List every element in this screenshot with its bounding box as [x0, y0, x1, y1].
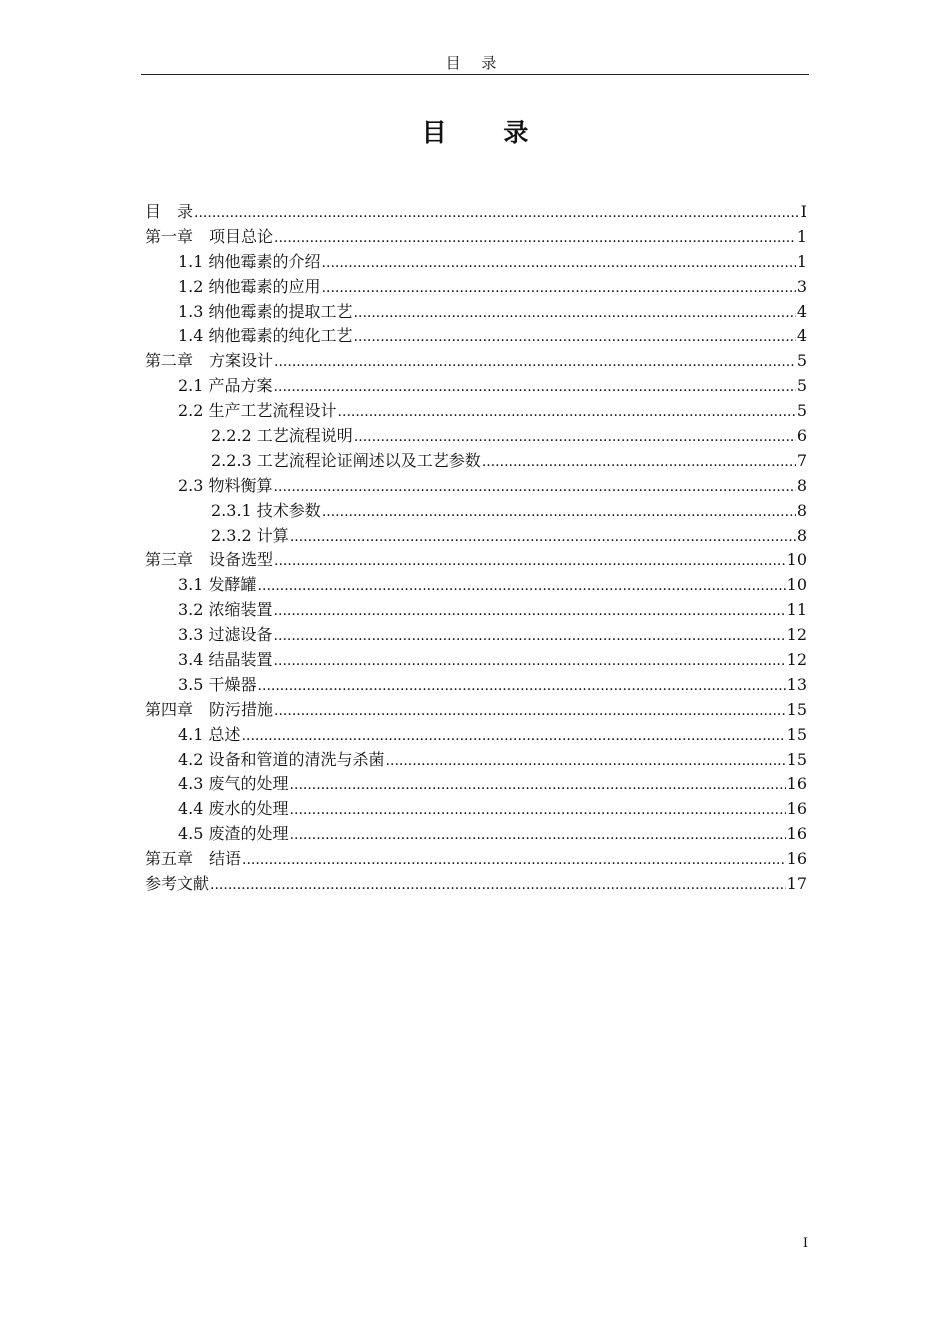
toc-entry-page: 1: [796, 226, 807, 246]
toc-entry-page: 6: [796, 426, 807, 446]
toc-leader-dots: [274, 375, 796, 400]
toc-entry-page: 16: [786, 824, 807, 844]
toc-entry[interactable]: [145, 300, 807, 325]
toc-entry-label: 1.4 纳他霉素的纯化工艺: [178, 326, 353, 346]
toc-entry[interactable]: [145, 748, 807, 773]
toc-entry-page: 15: [786, 749, 807, 769]
toc-entry[interactable]: [145, 349, 807, 374]
toc-entry[interactable]: [145, 399, 807, 424]
toc-entry[interactable]: [145, 250, 807, 275]
toc-entry-label: 第五章 结语: [145, 849, 242, 869]
toc-entry-label: 2.3.2 计算: [211, 525, 289, 545]
toc-entry-label: 2.1 产品方案: [178, 376, 273, 396]
toc-entry[interactable]: [145, 499, 807, 524]
toc-leader-dots: [290, 773, 786, 798]
toc-entry-page: 8: [796, 475, 807, 495]
toc-entry-label: 3.5 干燥器: [178, 674, 257, 694]
toc-leader-dots: [274, 475, 796, 500]
toc-entry-label: 4.1 总述: [178, 724, 241, 744]
toc-entry-label: 1.2 纳他霉素的应用: [178, 276, 321, 296]
toc-entry-label: 3.1 发酵罐: [178, 575, 257, 595]
toc-entry[interactable]: [145, 623, 807, 648]
toc-entry-page: 4: [796, 326, 807, 346]
toc-leader-dots: [354, 425, 796, 450]
toc-entry-page: 10: [786, 550, 807, 570]
toc-entry[interactable]: [145, 225, 807, 250]
toc-entry-page: 5: [796, 351, 807, 371]
toc-entry-page: 1: [796, 251, 807, 271]
toc-entry[interactable]: [145, 324, 807, 349]
toc-entry-page: 10: [786, 575, 807, 595]
toc-entry-page: 5: [796, 401, 807, 421]
toc-entry-label: 2.2.2 工艺流程说明: [211, 426, 353, 446]
toc-entry-page: 12: [786, 650, 807, 670]
toc-entry-label: 2.3.1 技术参数: [211, 500, 321, 520]
toc-leader-dots: [290, 823, 786, 848]
toc-leader-dots: [210, 873, 786, 898]
toc-entry[interactable]: [145, 872, 807, 897]
toc-leader-dots: [242, 724, 786, 749]
toc-entry-label: 2.2.3 工艺流程论证阐述以及工艺参数: [211, 450, 481, 470]
toc-leader-dots: [322, 276, 796, 301]
toc-leader-dots: [322, 251, 796, 276]
toc-entry[interactable]: [145, 772, 807, 797]
toc-entry-label: 4.3 废气的处理: [178, 774, 289, 794]
toc-entry-page: 5: [796, 376, 807, 396]
toc-entry[interactable]: [145, 698, 807, 723]
page-title: 目 录: [421, 118, 553, 147]
toc-entry-label: 3.3 过滤设备: [178, 625, 273, 645]
toc-entry-page: 8: [796, 525, 807, 545]
toc-entry[interactable]: [145, 648, 807, 673]
toc-entry[interactable]: [145, 374, 807, 399]
toc-entry-label: 1.1 纳他霉素的介绍: [178, 251, 321, 271]
toc-leader-dots: [482, 450, 796, 475]
toc-leader-dots: [274, 350, 796, 375]
toc-leader-dots: [258, 574, 786, 599]
toc-leader-dots: [274, 624, 786, 649]
toc-entry-page: 11: [786, 600, 807, 620]
toc-entry[interactable]: [145, 424, 807, 449]
toc-entry-page: 16: [786, 774, 807, 794]
toc-entry[interactable]: [145, 275, 807, 300]
toc-entry[interactable]: [145, 200, 807, 225]
toc-entry-page: 8: [796, 500, 807, 520]
toc-leader-dots: [354, 301, 796, 326]
toc-entry[interactable]: [145, 524, 807, 549]
toc-entry-label: 第二章 方案设计: [145, 351, 274, 371]
toc-entry-label: 3.2 浓缩装置: [178, 600, 273, 620]
toc-entry-page: 13: [786, 674, 807, 694]
toc-entry-page: 17: [786, 874, 807, 894]
toc-entry-label: 4.2 设备和管道的清洗与杀菌: [178, 749, 385, 769]
running-header: 目 录: [141, 52, 809, 75]
toc-entry-label: 参考文献: [145, 874, 210, 894]
toc-entry-page: 16: [786, 849, 807, 869]
page-number: I: [802, 1236, 808, 1251]
toc-leader-dots: [274, 549, 786, 574]
toc-entry-label: 4.4 废水的处理: [178, 799, 289, 819]
toc-leader-dots: [322, 500, 796, 525]
toc-leader-dots: [290, 525, 796, 550]
toc-leader-dots: [354, 325, 796, 350]
toc-leader-dots: [242, 848, 786, 873]
toc-entry-label: 目 录: [145, 202, 194, 221]
toc-leader-dots: [338, 400, 796, 425]
toc-leader-dots: [274, 599, 786, 624]
table-of-contents: [145, 200, 807, 897]
toc-entry-label: 3.4 结晶装置: [178, 650, 273, 670]
toc-entry-page: 7: [796, 450, 807, 470]
toc-leader-dots: [274, 226, 796, 251]
toc-entry[interactable]: [145, 797, 807, 822]
toc-leader-dots: [258, 674, 786, 699]
toc-entry-label: 1.3 纳他霉素的提取工艺: [178, 301, 353, 321]
toc-leader-dots: [274, 699, 786, 724]
toc-leader-dots: [274, 649, 786, 674]
toc-entry[interactable]: [145, 822, 807, 847]
toc-leader-dots: [386, 749, 786, 774]
toc-entry[interactable]: [145, 723, 807, 748]
toc-entry-label: 第四章 防污措施: [145, 699, 274, 719]
toc-entry-page: 4: [796, 301, 807, 321]
toc-entry-label: 第三章 设备选型: [145, 550, 274, 570]
toc-entry[interactable]: [145, 598, 807, 623]
toc-entry-label: 2.2 生产工艺流程设计: [178, 401, 337, 421]
toc-entry-page: 15: [786, 699, 807, 719]
toc-leader-dots: [290, 798, 786, 823]
toc-entry-label: 2.3 物料衡算: [178, 475, 273, 495]
toc-entry[interactable]: [145, 673, 807, 698]
toc-entry-label: 第一章 项目总论: [145, 226, 274, 246]
toc-entry-page: 16: [786, 799, 807, 819]
toc-entry-page: I: [800, 202, 807, 221]
toc-entry[interactable]: [145, 548, 807, 573]
toc-entry[interactable]: [145, 573, 807, 598]
toc-entry[interactable]: [145, 847, 807, 872]
toc-entry-page: 12: [786, 625, 807, 645]
toc-entry-page: 15: [786, 724, 807, 744]
toc-entry-label: 4.5 废渣的处理: [178, 824, 289, 844]
toc-entry-page: 3: [796, 276, 807, 296]
toc-entry[interactable]: [145, 449, 807, 474]
toc-leader-dots: [194, 201, 800, 226]
toc-entry[interactable]: [145, 474, 807, 499]
